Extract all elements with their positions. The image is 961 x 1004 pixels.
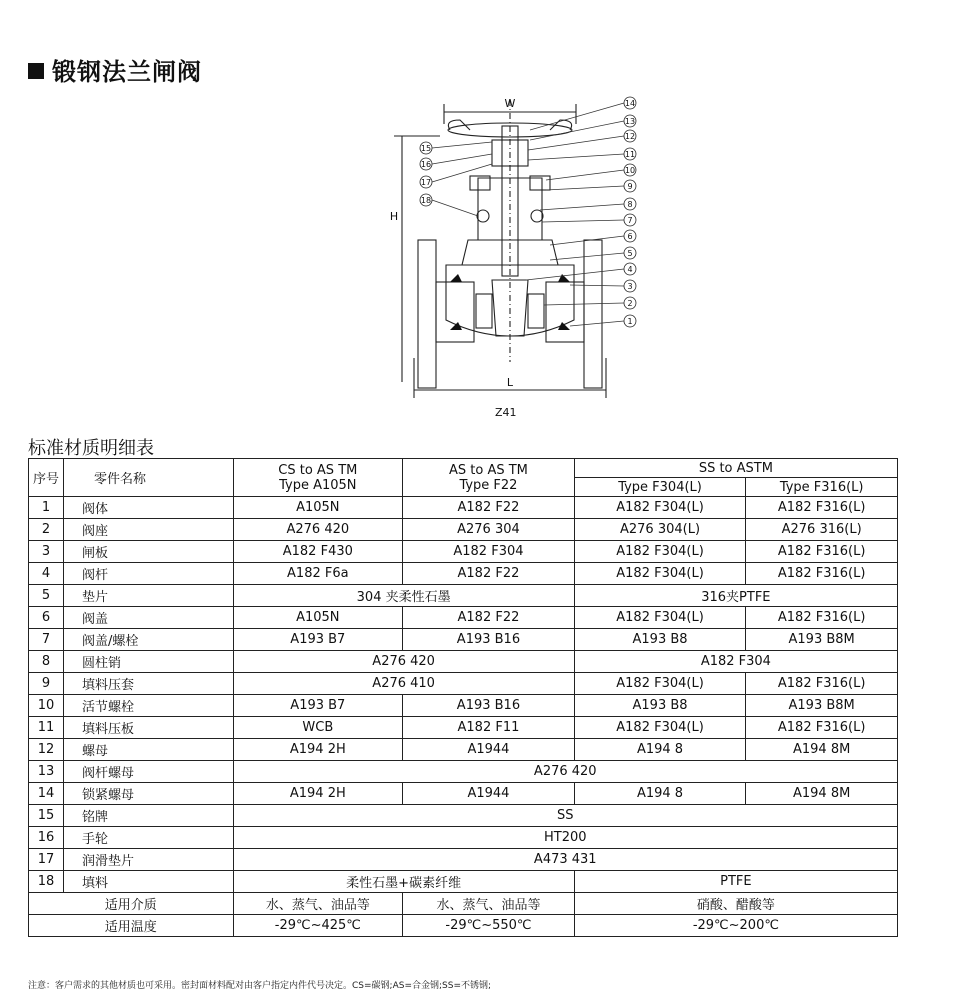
header-ss316: Type F316(L) <box>746 478 898 497</box>
cell: A194 2H <box>233 783 403 805</box>
row-part: 阀体 <box>64 497 233 519</box>
callout-5: 5 <box>627 249 633 258</box>
row-no: 17 <box>29 849 64 871</box>
cell: A276 420 <box>233 761 898 783</box>
table-row <box>29 783 898 805</box>
cell: A105N <box>233 497 403 519</box>
width-label: W <box>504 97 516 110</box>
cell: A193 B8M <box>746 695 898 717</box>
cell: -29℃~425℃ <box>233 915 403 937</box>
row-part: 填料 <box>64 871 233 893</box>
row-part: 阀座 <box>64 519 233 541</box>
cell: A182 F304(L) <box>574 541 746 563</box>
callout-15: 15 <box>420 144 432 153</box>
callout-11: 11 <box>624 150 636 159</box>
cell: A193 B7 <box>233 695 403 717</box>
cell: PTFE <box>574 871 897 893</box>
cell: HT200 <box>233 827 898 849</box>
row-part: 填料压板 <box>64 717 233 739</box>
callout-14: 14 <box>624 99 636 108</box>
callout-4: 4 <box>627 265 633 274</box>
table-row <box>29 871 898 893</box>
table-heading: 标准材质明细表 <box>28 438 154 459</box>
cell: A276 420 <box>233 651 574 673</box>
row-part: 阀杆 <box>64 563 233 585</box>
length-label: L <box>506 376 514 389</box>
cell: A193 B8 <box>574 695 746 717</box>
row-no: 3 <box>29 541 64 563</box>
callout-12: 12 <box>624 132 636 141</box>
row-no: 9 <box>29 673 64 695</box>
cell: 316夹PTFE <box>574 585 897 607</box>
cell: A194 8M <box>746 739 898 761</box>
row-no: 15 <box>29 805 64 827</box>
cell: A182 F316(L) <box>746 497 898 519</box>
cell: A182 F430 <box>233 541 403 563</box>
table-row <box>29 651 898 673</box>
page-title <box>28 52 202 87</box>
row-no: 16 <box>29 827 64 849</box>
header-cs-line2: Type A105N <box>279 477 357 493</box>
row-no: 18 <box>29 871 64 893</box>
header-as <box>403 459 575 497</box>
row-no: 11 <box>29 717 64 739</box>
cell: A276 304(L) <box>574 519 746 541</box>
diagram-caption: Z41 <box>495 406 517 419</box>
callout-16: 16 <box>420 160 432 169</box>
cell: 304 夹柔性石墨 <box>233 585 574 607</box>
row-part: 阀盖 <box>64 607 233 629</box>
callout-13: 13 <box>624 117 636 126</box>
table-row <box>29 695 898 717</box>
row-no: 4 <box>29 563 64 585</box>
footnote: 注意：客户需求的其他材质也可采用。密封面材料配对由客户指定内件代号决定。CS=碳钢;AS=合金钢;SS=不锈钢; <box>28 981 492 991</box>
callout-2: 2 <box>627 299 633 308</box>
cell: A182 F304(L) <box>574 497 746 519</box>
callout-1: 1 <box>627 317 633 326</box>
table-row <box>29 717 898 739</box>
cell: A182 F22 <box>403 563 575 585</box>
medium-row <box>29 893 898 915</box>
temperature-label: 适用温度 <box>29 915 234 937</box>
row-part: 圆柱销 <box>64 651 233 673</box>
cell: 硝酸、醋酸等 <box>574 893 897 915</box>
cell: A182 F304 <box>403 541 575 563</box>
header-cs <box>233 459 403 497</box>
cell: A276 420 <box>233 519 403 541</box>
row-no: 12 <box>29 739 64 761</box>
cell: A193 B8 <box>574 629 746 651</box>
row-part: 手轮 <box>64 827 233 849</box>
cell: A276 316(L) <box>746 519 898 541</box>
cell: WCB <box>233 717 403 739</box>
row-part: 闸板 <box>64 541 233 563</box>
table-row <box>29 761 898 783</box>
cell: A193 B7 <box>233 629 403 651</box>
cell: A182 F316(L) <box>746 607 898 629</box>
table-row <box>29 629 898 651</box>
materials-table <box>28 458 898 937</box>
table-row <box>29 673 898 695</box>
table-row <box>29 563 898 585</box>
callout-18: 18 <box>420 196 432 205</box>
row-part: 阀盖/螺栓 <box>64 629 233 651</box>
header-part-name: 零件名称 <box>64 459 233 497</box>
table-row <box>29 849 898 871</box>
table-row <box>29 519 898 541</box>
cell: A182 F304(L) <box>574 673 746 695</box>
table-row <box>29 827 898 849</box>
cell: A182 F304(L) <box>574 607 746 629</box>
row-no: 10 <box>29 695 64 717</box>
cell: -29℃~200℃ <box>574 915 897 937</box>
header-as-line1: AS to AS TM <box>449 462 528 478</box>
row-part: 填料压套 <box>64 673 233 695</box>
valve-diagram <box>380 90 670 405</box>
table-row <box>29 541 898 563</box>
cell: A182 F304(L) <box>574 563 746 585</box>
cell: A194 8 <box>574 783 746 805</box>
cell: A182 F22 <box>403 607 575 629</box>
cell: A182 F316(L) <box>746 563 898 585</box>
callout-7: 7 <box>627 216 633 225</box>
callout-8: 8 <box>627 200 633 209</box>
row-part: 垫片 <box>64 585 233 607</box>
cell: A276 410 <box>233 673 574 695</box>
cell: A182 F316(L) <box>746 717 898 739</box>
height-label: H <box>389 210 399 223</box>
cell: A193 B16 <box>403 629 575 651</box>
row-part: 阀杆螺母 <box>64 761 233 783</box>
cell: 柔性石墨+碳素纤维 <box>233 871 574 893</box>
medium-label: 适用介质 <box>29 893 234 915</box>
cell: A194 8M <box>746 783 898 805</box>
row-no: 1 <box>29 497 64 519</box>
cell: A182 F6a <box>233 563 403 585</box>
cell: A182 F316(L) <box>746 673 898 695</box>
header-cs-line1: CS to AS TM <box>278 462 358 478</box>
cell: A182 F22 <box>403 497 575 519</box>
cell: A105N <box>233 607 403 629</box>
row-no: 8 <box>29 651 64 673</box>
header-as-line2: Type F22 <box>459 477 518 493</box>
row-no: 14 <box>29 783 64 805</box>
row-no: 2 <box>29 519 64 541</box>
temperature-row <box>29 915 898 937</box>
row-no: 7 <box>29 629 64 651</box>
callout-6: 6 <box>627 232 633 241</box>
cell: SS <box>233 805 898 827</box>
row-part: 铭牌 <box>64 805 233 827</box>
row-no: 5 <box>29 585 64 607</box>
cell: A182 F11 <box>403 717 575 739</box>
cell: A194 8 <box>574 739 746 761</box>
table-row <box>29 497 898 519</box>
callout-10: 10 <box>624 166 636 175</box>
cell: A276 304 <box>403 519 575 541</box>
cell: 水、蒸气、油品等 <box>403 893 575 915</box>
cell: A193 B8M <box>746 629 898 651</box>
cell: A182 F304 <box>574 651 897 673</box>
header-no: 序号 <box>29 459 64 497</box>
row-part: 润滑垫片 <box>64 849 233 871</box>
table-row <box>29 739 898 761</box>
row-no: 6 <box>29 607 64 629</box>
header-ss: SS to ASTM <box>574 459 897 478</box>
row-part: 锁紧螺母 <box>64 783 233 805</box>
cell: A194 2H <box>233 739 403 761</box>
cell: 水、蒸气、油品等 <box>233 893 403 915</box>
title-text: 锻钢法兰闸阀 <box>52 58 202 86</box>
header-ss304: Type F304(L) <box>574 478 746 497</box>
cell: A473 431 <box>233 849 898 871</box>
right-flange-shape <box>584 240 602 388</box>
cell: A1944 <box>403 783 575 805</box>
callout-17: 17 <box>420 178 432 187</box>
row-no: 13 <box>29 761 64 783</box>
left-flange-shape <box>418 240 436 388</box>
table-row <box>29 585 898 607</box>
callout-3: 3 <box>627 282 633 291</box>
callout-9: 9 <box>627 182 633 191</box>
title-square-icon <box>28 63 44 79</box>
row-part: 活节螺栓 <box>64 695 233 717</box>
row-part: 螺母 <box>64 739 233 761</box>
cell: -29℃~550℃ <box>403 915 575 937</box>
table-row <box>29 805 898 827</box>
cell: A182 F304(L) <box>574 717 746 739</box>
cell: A182 F316(L) <box>746 541 898 563</box>
table-row <box>29 607 898 629</box>
cell: A1944 <box>403 739 575 761</box>
table-header-row <box>29 459 898 478</box>
cell: A193 B16 <box>403 695 575 717</box>
